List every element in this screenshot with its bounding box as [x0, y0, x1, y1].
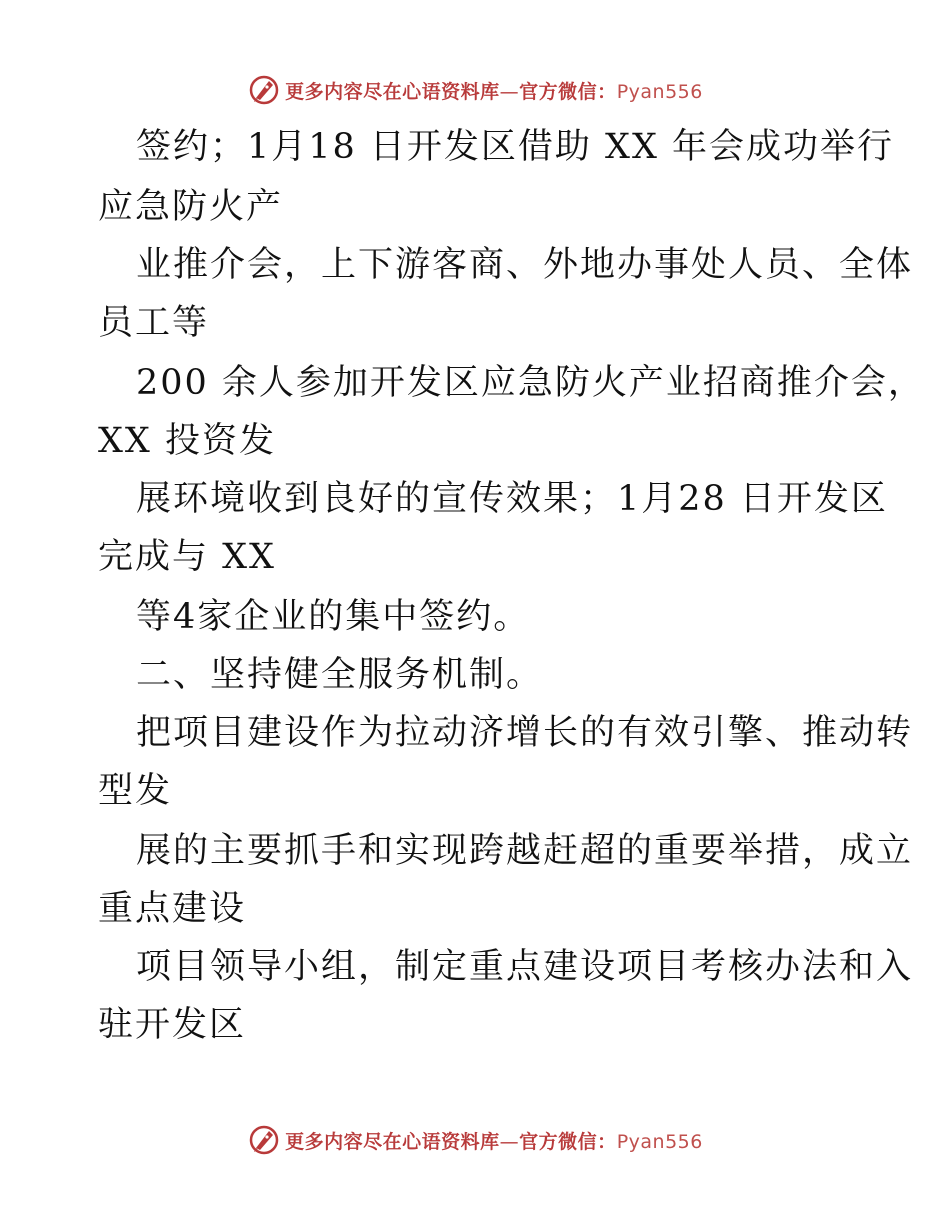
text-line: 重点建设: [98, 889, 247, 929]
text-line: 项目领导小组，制定重点建设项目考核办法和入: [136, 947, 914, 987]
pen-nib-circle-icon: [247, 1123, 281, 1157]
text-line: 展的主要抓手和实现跨越赶超的重要举措，成立: [136, 831, 914, 871]
text-line: 展环境收到良好的宣传效果；1月28 日开发区: [136, 479, 888, 519]
text-line: 完成与 XX: [98, 537, 276, 577]
watermark-site-name: 更多内容尽在心语资料库: [285, 80, 500, 103]
header-watermark: [0, 70, 950, 110]
text-line: 员工等: [98, 303, 210, 343]
watermark-site-name: 更多内容尽在心语资料库: [285, 1130, 500, 1153]
text-line: 驻开发区: [98, 1005, 247, 1045]
watermark-official-label: 官方微信：: [519, 1130, 617, 1153]
section-heading: 二、坚持健全服务机制。: [136, 655, 544, 695]
text-line: 等4家企业的集中签约。: [136, 597, 531, 637]
watermark-dash: —: [499, 80, 520, 103]
footer-watermark: [0, 1120, 950, 1160]
watermark-wechat-id: Pyan556: [616, 1130, 703, 1153]
watermark-text: [285, 1127, 703, 1154]
text-line: 型发: [98, 771, 173, 811]
watermark-wechat-id: Pyan556: [616, 80, 703, 103]
text-line: 200 余人参加开发区应急防火产业招商推介会，: [136, 363, 925, 403]
text-line: 签约；1月18 日开发区借助 XX 年会成功举行: [136, 127, 895, 167]
text-line: 应急防火产: [98, 187, 284, 227]
watermark-dash: —: [499, 1130, 520, 1153]
text-line: 业推介会，上下游客商、外地办事处人员、全体: [136, 245, 914, 285]
pen-nib-circle-icon: [247, 73, 281, 107]
watermark-text: [285, 77, 703, 104]
watermark-official-label: 官方微信：: [519, 80, 617, 103]
text-line: XX 投资发: [98, 421, 276, 461]
text-line: 把项目建设作为拉动济增长的有效引擎、推动转: [136, 713, 914, 753]
